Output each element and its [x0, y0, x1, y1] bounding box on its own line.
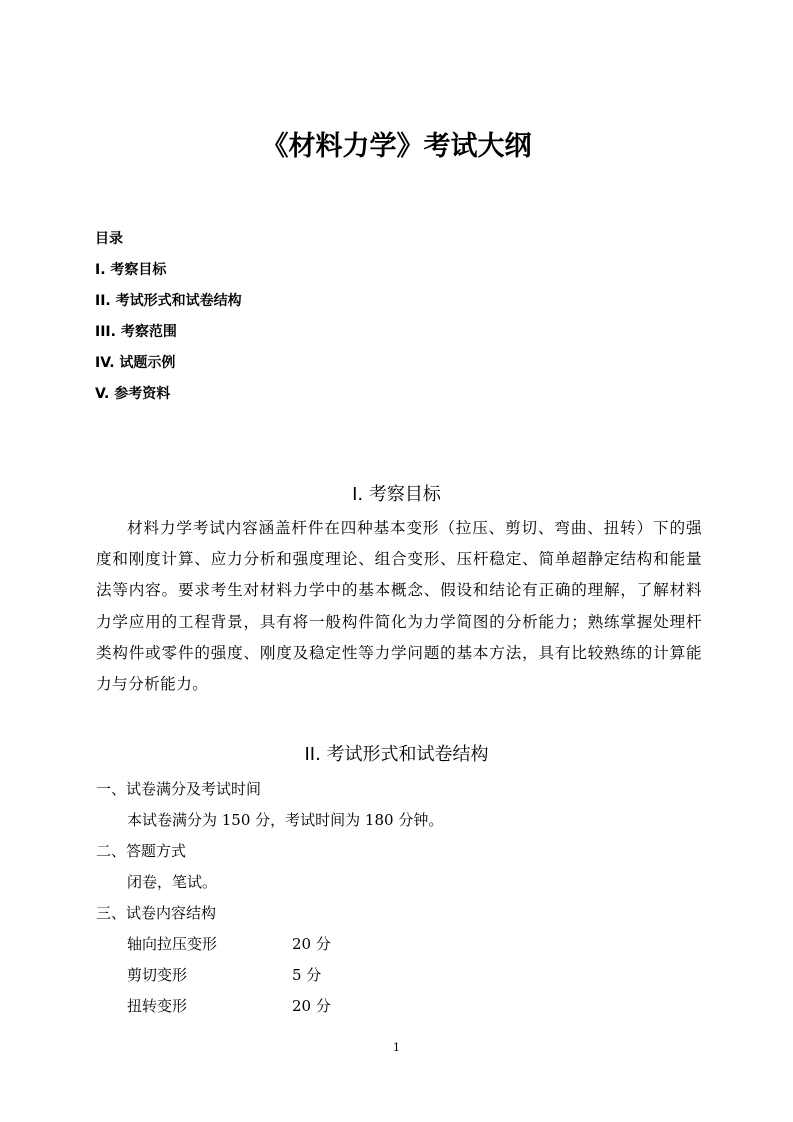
score-row — [127, 933, 331, 954]
body-text: 本试卷满分为 150 分，考试时间为 180 分钟。 — [127, 811, 444, 829]
subsection-label: 三、试卷内容结构 — [96, 904, 217, 922]
page-number: 1 — [393, 1041, 400, 1054]
section-heading: II. 考试形式和试卷结构 — [304, 744, 489, 765]
subsection-label: 一、试卷满分及考试时间 — [96, 780, 262, 798]
document-title: 《材料力学》考试大纲 — [261, 131, 532, 162]
toc-item: IV. 试题示例 — [95, 355, 176, 371]
toc-item: I. 考察目标 — [95, 262, 167, 278]
score-item: 剪切变形 — [127, 966, 188, 984]
toc-heading: 目录 — [95, 231, 123, 247]
score-row — [127, 964, 321, 985]
section-heading: I. 考察目标 — [352, 484, 441, 505]
score-value: 20 分 — [292, 997, 331, 1015]
score-item: 轴向拉压变形 — [127, 935, 218, 953]
subsection-label: 二、答题方式 — [96, 842, 187, 860]
body-text: 闭卷，笔试。 — [127, 873, 218, 891]
toc-item: II. 考试形式和试卷结构 — [95, 293, 242, 309]
section-paragraph: 材料力学考试内容涵盖杆件在四种基本变形（拉压、剪切、弯曲、扭转）下的强度和刚度计算、应力分析和强度理论、组合变形、压杆稳定、简单超静定结构和能量法等内容。要求考生对材料力学中的基本概念、假设和结论有正确的理解，了解材料力学应用的工程背景，具有将一般构件简化为力学简图的分析能力；熟练掌握处理杆类构件或零件的强度、刚度及稳定性等力学问题的基本方法，具有比较熟练的计算能力与分析能力。 — [96, 519, 702, 694]
score-value: 20 分 — [292, 935, 331, 953]
toc-item: III. 考察范围 — [95, 324, 177, 340]
score-item: 扭转变形 — [127, 997, 188, 1015]
toc-item: V. 参考资料 — [95, 386, 171, 402]
score-row — [127, 995, 331, 1016]
score-value: 5 分 — [292, 966, 322, 984]
